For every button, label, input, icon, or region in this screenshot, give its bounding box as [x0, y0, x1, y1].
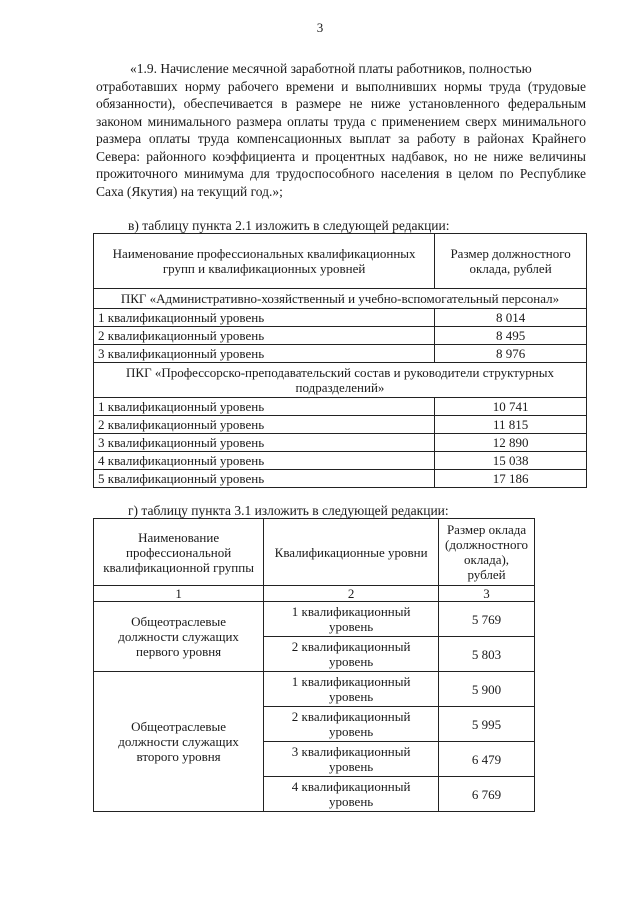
table-row: [94, 327, 587, 345]
level-cell: 3 квалификационный уровень: [264, 742, 439, 777]
salary-cell: 6 769: [439, 777, 535, 812]
column-number-row: [94, 586, 535, 602]
header-salary: Размер оклада (должностного оклада), рублей: [439, 519, 535, 586]
column-number: 1: [94, 586, 264, 602]
level-cell: 4 квалификационный уровень: [264, 777, 439, 812]
level-cell: 1 квалификационный уровень: [94, 309, 435, 327]
salary-cell: 5 803: [439, 637, 535, 672]
group-name-cell: Общеотраслевые должности служащих первого уровня: [94, 602, 264, 672]
level-cell: 2 квалификационный уровень: [94, 416, 435, 434]
salary-cell: 12 890: [435, 434, 587, 452]
salary-table-2-1: [93, 233, 587, 488]
table-row: [94, 672, 535, 707]
level-cell: 3 квалификационный уровень: [94, 345, 435, 363]
group-title: ПКГ «Профессорско-преподавательский состав и руководители структурных подразделений»: [94, 363, 587, 398]
salary-cell: 8 495: [435, 327, 587, 345]
group-title-row: [94, 289, 587, 309]
salary-cell: 5 900: [439, 672, 535, 707]
salary-cell: 5 769: [439, 602, 535, 637]
level-cell: 2 квалификационный уровень: [264, 707, 439, 742]
table-row: [94, 309, 587, 327]
level-cell: 1 квалификационный уровень: [264, 602, 439, 637]
level-cell: 4 квалификационный уровень: [94, 452, 435, 470]
table-header-row: [94, 519, 535, 586]
header-group-name: Наименование профессиональных квалификационных групп и квалификационных уровней: [94, 234, 435, 289]
level-cell: 2 квалификационный уровень: [94, 327, 435, 345]
table-row: [94, 434, 587, 452]
column-number: 2: [264, 586, 439, 602]
salary-cell: 10 741: [435, 398, 587, 416]
table-row: [94, 452, 587, 470]
paragraph-first-line: «1.9. Начисление месячной заработной платы работников, полностью: [130, 61, 532, 76]
table-header-row: [94, 234, 587, 289]
salary-cell: 6 479: [439, 742, 535, 777]
group-title: ПКГ «Административно-хозяйственный и учебно-вспомогательный персонал»: [94, 289, 587, 309]
table-row: [94, 416, 587, 434]
salary-cell: 11 815: [435, 416, 587, 434]
column-number: 3: [439, 586, 535, 602]
level-cell: 1 квалификационный уровень: [264, 672, 439, 707]
group-title-row: [94, 363, 587, 398]
level-cell: 5 квалификационный уровень: [94, 470, 435, 488]
header-salary: Размер должностного оклада, рублей: [435, 234, 587, 289]
salary-cell: 8 976: [435, 345, 587, 363]
level-cell: 3 квалификационный уровень: [94, 434, 435, 452]
page-number: 3: [316, 20, 324, 35]
table-row: [94, 398, 587, 416]
level-cell: 1 квалификационный уровень: [94, 398, 435, 416]
header-group-name: Наименование профессиональной квалификационной группы: [94, 519, 264, 586]
salary-cell: 17 186: [435, 470, 587, 488]
salary-cell: 15 038: [435, 452, 587, 470]
level-cell: 2 квалификационный уровень: [264, 637, 439, 672]
table-row: [94, 345, 587, 363]
paragraph-body: отработавших норму рабочего времени и выполнивших нормы труда (трудовые обязанности), обеспечивается в размере не ниже установленного федеральным законом минимального размера оплаты труда с применением сверх минимального размера оплаты труда компенсационных выплат за работу в районах Крайнего Севера: районного коэффициента и процентных надбавок, но не ниже величины прожиточного минимума для трудоспособного населения в целом по Республике Саха (Якутия) на текущий год.»;: [96, 78, 586, 199]
table-row: [94, 602, 535, 637]
table1-caption: в) таблицу пункта 2.1 изложить в следующей редакции:: [128, 218, 450, 233]
paragraph-1-9: [96, 60, 586, 200]
salary-table-3-1: [93, 518, 535, 812]
table-row: [94, 470, 587, 488]
salary-cell: 5 995: [439, 707, 535, 742]
table2-caption: г) таблицу пункта 3.1 изложить в следующей редакции:: [128, 503, 449, 518]
header-levels: Квалификационные уровни: [264, 519, 439, 586]
salary-cell: 8 014: [435, 309, 587, 327]
group-name-cell: Общеотраслевые должности служащих второго уровня: [94, 672, 264, 812]
